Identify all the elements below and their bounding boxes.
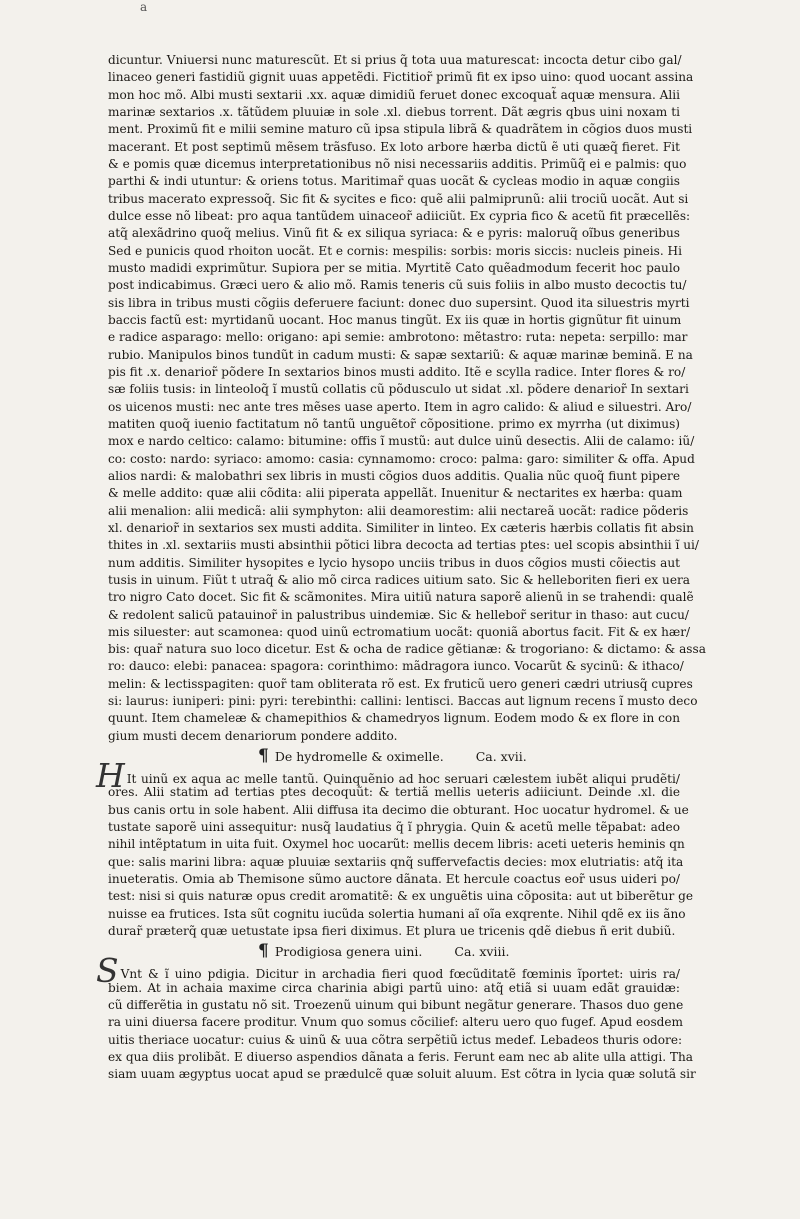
text-line xyxy=(108,87,680,104)
text-line xyxy=(108,1032,683,1049)
line-text: uitis theriace uocatur: cuius & uinũ & uua cõtra serpẽtiũ ictus medef. Lebadeos thuris odore: xyxy=(108,1032,683,1047)
line-text: Sed e punicis quod rhoiton uocãt. Et e cornis: mespilis: sorbis: moris siccis: nucleis pineis. Hi xyxy=(108,243,682,258)
text-line xyxy=(108,277,687,294)
line-text: mon hoc mõ. Albi musti sextarii .xx. aquæ dimidiũ feruet donec excoquat̃ aquæ mensura. Alii xyxy=(108,87,680,102)
text-line xyxy=(108,641,706,658)
line-text: mis siluester: aut scamonea: quod uinũ ectromatium uocãt: quoniã abortus facit. Fit & ex hær/ xyxy=(108,624,691,639)
line-text: e radice asparago: mello: origano: api semie: ambrotono: mẽtastro: ruta: nepeta: serpillo: mar xyxy=(108,330,688,345)
line-text: It uinũ ex aqua ac melle tantũ. Quinquẽnio ad hoc seruari cælestem iubẽt aliqui prudẽti/ xyxy=(126,772,680,787)
text-line xyxy=(108,416,680,433)
line-text: ra uini diuersa facere proditur. Vnum quo somus cõcilief: alteru uero quo fugef. Apud eosdem xyxy=(108,1015,684,1030)
text-line xyxy=(108,537,699,554)
line-text: tro nigro Cato docet. Sic fit & scãmonites. Mira uitiũ natura saporẽ alienũ in se trahendi: qualẽ xyxy=(108,590,694,605)
chapter-number: Ca. xvii. xyxy=(475,749,527,765)
text-line xyxy=(108,997,684,1014)
text-line xyxy=(108,836,685,853)
line-text: baccis factũ est: myrtidanũ uocant. Hoc manus tingũt. Ex iis quæ in hortis gignũtur fit uinum xyxy=(108,312,682,327)
line-text: tribus macerato expressoq̃. Sic fit & sycites e fico: quẽ alii palmiprunũ: alii trociũ uocãt. Aut si xyxy=(108,191,689,206)
chapter-heading-prodigies xyxy=(108,940,680,962)
text-line xyxy=(108,728,680,745)
line-text: musto madidi exprimũtur. Supiora per se mitia. Myrtitẽ Cato quẽadmodum fecerit hoc paulo xyxy=(108,260,680,275)
text-line xyxy=(108,468,680,485)
text-line xyxy=(108,451,695,468)
line-text: marinæ sextarios .x. tãtũdem pluuiæ in sole .xl. diebus torrent. Dãt ægris qbus uini noxam ti xyxy=(108,104,680,119)
text-line xyxy=(108,624,691,641)
text-line xyxy=(108,888,694,905)
text-line xyxy=(108,784,680,801)
line-text: & e pomis quæ dicemus interpretationibus nõ nisi necessariis additis. Primũq̃ ei e palmis: quo xyxy=(108,156,687,171)
text-line xyxy=(108,260,680,277)
text-line xyxy=(108,312,680,329)
line-text: bus canis ortu in sole habent. Alii diffusa ita decimo die obturant. Hoc uocatur hydromel. & ue xyxy=(108,802,689,817)
line-text: ment. Proximũ fit e milii semine maturo cũ ipsa stipula librã & quadrãtem in cõgios duos musti xyxy=(108,122,693,137)
text-line xyxy=(108,1066,696,1083)
text-line xyxy=(108,555,680,572)
text-line xyxy=(108,693,698,710)
text-line xyxy=(108,104,680,121)
text-line xyxy=(108,69,694,86)
paragraph-wine-types xyxy=(108,52,706,745)
text-line xyxy=(108,347,693,364)
text-line xyxy=(108,1049,693,1066)
line-text: que: salis marini libra: aquæ pluuiæ sextariis qnq̃ suffervefactis decies: mox elutriatis: atq̃ ita xyxy=(108,854,684,869)
line-text: thites in .xl. sextariis musti absinthii põtici libra decocta ad tertias ptes: uel scopis absinthii ĩ ui/ xyxy=(108,538,699,553)
text-line xyxy=(108,295,690,312)
line-text: os uicenos musti: nec ante tres mẽses uase aperto. Item in agro calido: & aliud e siluestri. Aro/ xyxy=(108,399,692,414)
line-text: Vnt & ĩ uino pdigia. Dicitur in archadia fieri quod fœcũditatẽ fœminis ĩportet: uiris ra/ xyxy=(120,967,680,982)
line-text: atq̃ alexãdrino quoq̃ melius. Vinũ fit & ex siliqua syriaca: & e pyris: maloruq̃ oĩbus generibus xyxy=(108,226,680,241)
text-line xyxy=(108,503,689,520)
line-text: co: costo: nardo: syriaco: amomo: casia: cynnamomo: croco: palma: garo: similiter & offa. Apud xyxy=(108,451,695,466)
text-line xyxy=(108,923,680,940)
text-line xyxy=(108,676,693,693)
line-text: rubio. Manipulos binos tundũt in cadum musti: & sapæ sextariũ: & aquæ marinæ beminã. E na xyxy=(108,347,693,362)
line-text: & melle addito: quæ alii cõdita: alii piperata appellãt. Inuenitur & nectarites ex hærba: quam xyxy=(108,486,683,501)
text-line xyxy=(108,364,686,381)
line-text: dulce esse nõ libeat: pro aqua tantũdem uinaceor̃ adiiciũt. Ex cypria fico & acetũ fit præcellẽs: xyxy=(108,208,691,223)
text-line xyxy=(108,520,694,537)
text-line xyxy=(108,433,695,450)
line-text: inueteratis. Omia ab Themisone sũmo auctore dãnata. Et hercule coactus eor̃ usus uideri po/ xyxy=(108,872,680,887)
line-text: matiten quoq̃ iuenio factitatum nõ tantũ unguẽtor̃ cõpositione. primo ex myrrha (ut diximus) xyxy=(108,416,680,431)
text-line xyxy=(108,208,691,225)
text-line xyxy=(108,191,689,208)
text-line xyxy=(108,52,680,69)
line-text: si: laurus: iuniperi: pini: pyri: terebinthi: callini: lentisci. Baccas aut lignum recens ĩ musto deco xyxy=(108,694,698,709)
line-text: siam uuam ægyptus uocat apud se prædulcẽ quæ soluit aluum. Est cõtra in lycia quæ solutã sir xyxy=(108,1067,696,1082)
text-line xyxy=(108,381,689,398)
line-text: gium musti decem denariorum pondere addito. xyxy=(108,728,398,743)
text-line xyxy=(108,1014,684,1031)
line-text: ores. Alii statim ad tertias ptes decoquũt: & tertiã mellis ueteris adiiciunt. Deinde .xl. die xyxy=(108,785,680,800)
line-text: pis fit .x. denarior̃ põdere In sextarios binos musti addito. Itẽ e scylla radice. Inter flores & ro/ xyxy=(108,364,686,379)
line-text: xl. denarior̃ in sextarios sex musti addita. Similiter in linteo. Ex cæteris hærbis collatis fit absin xyxy=(108,520,694,535)
text-line xyxy=(108,710,680,727)
text-line xyxy=(108,399,692,416)
text-line xyxy=(108,906,686,923)
line-text: tusis in uinum. Fiũt t utraq̃ & alio mõ circa radices uitium sato. Sic & helleboriten fieri ex uera xyxy=(108,572,690,587)
text-line xyxy=(108,819,680,836)
text-line xyxy=(108,173,680,190)
text-line xyxy=(108,243,680,260)
text-line xyxy=(108,329,688,346)
initial-letter: H xyxy=(96,756,125,796)
text-line xyxy=(108,854,684,871)
line-text: nihil intẽptatum in uita fuit. Oxymel hoc uocarũt: mellis decem libris: aceti ueteris heminis qn xyxy=(108,837,685,852)
text-line xyxy=(108,589,694,606)
chapter-heading-hydromel xyxy=(108,745,680,767)
text-line xyxy=(108,572,690,589)
text-block xyxy=(96,52,706,1084)
line-text: sis libra in tribus musti cõgiis deferuere faciunt: donec duo supersint. Quod ita siluestris myrti xyxy=(108,295,690,310)
initial-letter: S xyxy=(96,951,119,991)
pilcrow-mark: ¶ xyxy=(258,941,269,962)
line-text: tustate saporẽ uini assequitur: nusq̃ laudatius q̃ ĩ phrygia. Quin & acetũ melle tẽpabat: adeo xyxy=(108,820,680,835)
line-text: num additis. Similiter hysopites e lycio hysopo unciis tribus in duos cõgios musti cõiectis aut xyxy=(108,555,680,570)
line-text: melin: & lectisspagiten: quor̃ tam obliterata rõ est. Ex fruticũ uero generi cædri utriusq̃ cupres xyxy=(108,676,693,691)
line-text: ro: dauco: elebi: panacea: spagora: corinthimo: mãdragora iunco. Vocarũt & sycinũ: & ithaco/ xyxy=(108,659,684,674)
text-line xyxy=(108,485,683,502)
chapter-title: De hydromelle & oximelle. xyxy=(274,749,444,765)
text-line xyxy=(108,225,680,242)
text-line xyxy=(108,802,689,819)
line-text: sæ foliis tusis: in linteoloq̃ ĩ mustũ collatis cũ põdusculo ut sidat .xl. põdere denarior̃ In sextari xyxy=(108,382,689,397)
line-text: & redolent salicũ patauinor̃ in palustribus uindemiæ. Sic & hellebor̃ seritur in thaso: aut cucu/ xyxy=(108,607,689,622)
page-mark: a xyxy=(140,0,148,14)
line-text: linaceo generi fastidiũ gignit uuas appetẽdi. Fictitior̃ primũ fit ex ipso uino: quod uocant assina xyxy=(108,70,694,85)
text-line xyxy=(108,658,684,675)
text-line xyxy=(108,607,689,624)
chapter-number: Ca. xviii. xyxy=(454,944,510,960)
text-line xyxy=(108,871,680,888)
line-text: test: nisi si quis naturæ opus credit aromatitẽ: & ex unguẽtis uina cõposita: aut ut biberẽtur ge xyxy=(108,889,694,904)
pilcrow-mark: ¶ xyxy=(258,746,269,767)
chapter-title: Prodigiosa genera uini. xyxy=(274,944,423,960)
text-line xyxy=(108,156,687,173)
line-text: alii menalion: alii medicã: alii symphyton: alii deamorestim: alii nectareã uocãt: radice põderis xyxy=(108,503,689,518)
line-text: mox e nardo celtico: calamo: bitumine: offis ĩ mustũ: aut dulce uinũ desectis. Alii de calamo: iũ/ xyxy=(108,434,695,449)
line-text: bis: quar̃ natura suo loco dicetur. Est & ocha de radice gẽtianæ: & trogoriano: & dictamo: & assa xyxy=(108,642,706,657)
line-text: biem. At in achaia maxime circa charinia abigi partũ uino: atq̃ etiã si uuam edãt grauidæ: xyxy=(108,980,680,995)
line-text: quunt. Item chameleæ & chamepithios & chamedryos lignum. Eodem modo & ex flore in con xyxy=(108,711,680,726)
line-text: nuisse ea frutices. Ista sũt cognitu iucũda solertia humani aĩ oĩa exqrente. Nihil qdẽ ex iis ãno xyxy=(108,906,686,921)
line-text: dicuntur. Vniuersi nunc maturescũt. Et si prius q̃ tota uua maturescat: incocta detur cibo gal/ xyxy=(108,53,682,67)
line-text: parthi & indi utuntur: & oriens totus. Maritimar̃ quas uocãt & cycleas modio in aquæ congiis xyxy=(108,174,680,189)
line-text: macerant. Et post septimũ mẽsem trãsfuso. Ex loto arbore hærba dictũ ẽ uti quæq̃ fieret. Fit xyxy=(108,139,680,154)
line-text: post indicabimus. Græci uero & alio mõ. Ramis teneris cũ suis foliis in albo musto decoctis tu/ xyxy=(108,278,687,293)
text-line xyxy=(108,980,680,997)
line-text: ex qua diis prolibãt. E diuerso aspendios dãnata a feris. Ferunt eam nec ab alite ulla attigi. Tha xyxy=(108,1050,693,1065)
line-text: alios nardi: & malobathri sex libris in musti cõgios duos additis. Qualia nũc quoq̃ fiunt pipere xyxy=(108,468,680,483)
line-text: cũ differẽtia in gustatu nõ sit. Troezenũ uinum qui bibunt negãtur generare. Thasos duo gene xyxy=(108,998,684,1013)
text-line xyxy=(108,121,693,138)
line-text: durar̃ præterq̃ quæ uetustate ipsa fieri diximus. Et plura ue tricenis qdẽ diebus ñ erit dubiũ. xyxy=(108,924,676,939)
text-line xyxy=(108,139,680,156)
